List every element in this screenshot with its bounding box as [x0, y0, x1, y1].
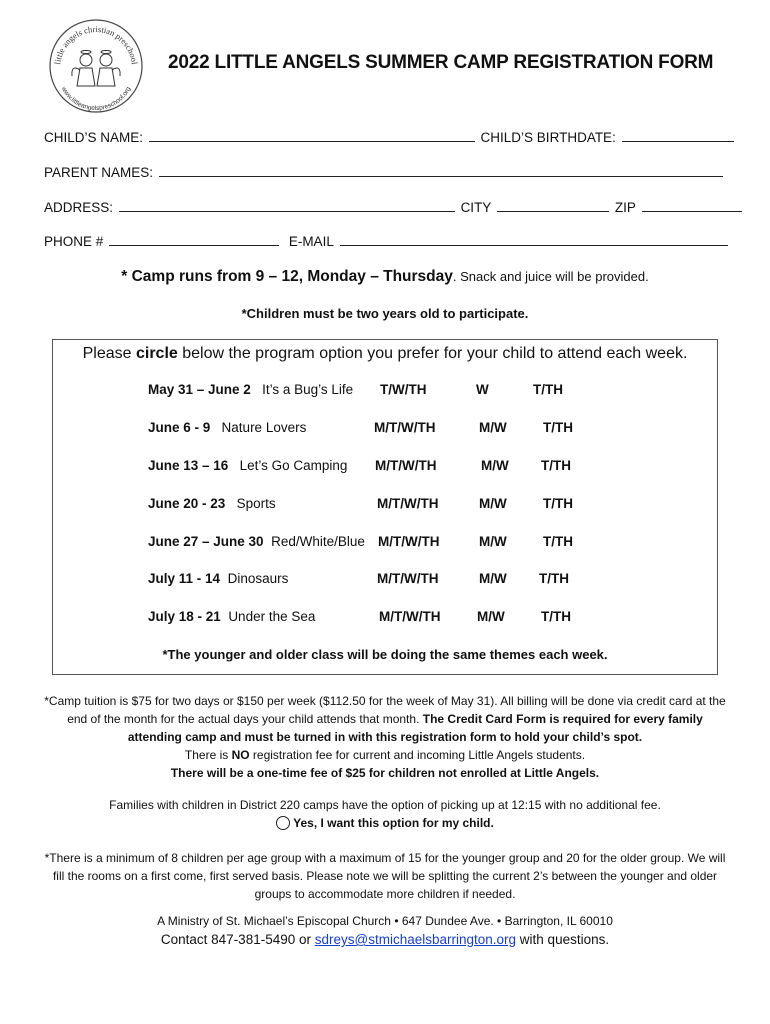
pickup-option-radio[interactable]: [276, 816, 290, 830]
logo-bottom-text: www.littleangelspreschool.org: [59, 85, 133, 113]
child-info-row: [44, 129, 736, 145]
week-option-3[interactable]: T/TH: [541, 458, 571, 473]
pickup-option-label: Yes, I want this option for my child.: [293, 816, 494, 830]
age-requirement: *Children must be two years old to participate.: [241, 306, 529, 321]
week-theme: Dinosaurs: [227, 571, 289, 586]
address-field[interactable]: [119, 199, 455, 212]
week-option-2[interactable]: M/W: [479, 496, 507, 511]
pickup-paragraph: [40, 796, 730, 832]
camp-runs-note: [0, 268, 770, 286]
child-birthdate-field[interactable]: [622, 129, 734, 142]
week-option-3[interactable]: T/TH: [543, 420, 573, 435]
week-option-1[interactable]: M/T/W/TH: [377, 571, 439, 586]
heading-bold: circle: [135, 345, 178, 362]
form-title: 2022 LITTLE ANGELS SUMMER CAMP REGISTRATION FORM: [168, 52, 714, 73]
week-option-2[interactable]: M/W: [477, 609, 505, 624]
week-row: [148, 534, 365, 549]
zip-field[interactable]: [642, 199, 742, 212]
week-dates: June 20 - 23: [148, 496, 226, 511]
minimum-paragraph: *There is a minimum of 8 children per age group with a maximum of 15 for the younger group and 20 for the older group. We will fill the rooms on a first come, first served basis. Please note we will be splitting the current 2’s between the younger and older groups to accommodate more children if needed.: [44, 851, 726, 901]
email-label: E-MAIL: [288, 234, 334, 249]
week-row: [148, 571, 288, 586]
week-option-1[interactable]: M/T/W/TH: [374, 420, 436, 435]
week-option-2[interactable]: M/W: [479, 420, 507, 435]
program-box-heading: [53, 345, 717, 363]
week-dates: May 31 – June 2: [148, 382, 251, 397]
camp-runs-rest: . Snack and juice will be provided.: [452, 269, 649, 284]
city-label: CITY: [460, 200, 492, 215]
week-dates: June 6 - 9: [148, 420, 211, 435]
week-row: [148, 382, 353, 397]
week-dates: July 11 - 14: [148, 571, 221, 586]
contact-pre: Contact 847-381-5490 or: [160, 932, 315, 947]
parent-names-row: [44, 164, 725, 180]
child-birthdate-label: CHILD’S BIRTHDATE:: [480, 130, 616, 145]
child-name-field[interactable]: [149, 129, 475, 142]
week-theme: Nature Lovers: [221, 420, 307, 435]
zip-label: ZIP: [614, 200, 636, 215]
parent-names-label: PARENT NAMES:: [44, 165, 154, 180]
fee-bold: NO: [231, 748, 250, 762]
week-option-2[interactable]: M/W: [481, 458, 509, 473]
heading-pre: Please: [82, 345, 136, 362]
preschool-logo: [46, 16, 146, 116]
week-option-3[interactable]: T/TH: [533, 382, 563, 397]
week-option-3[interactable]: T/TH: [543, 496, 573, 511]
week-option-1[interactable]: M/T/W/TH: [378, 534, 440, 549]
week-option-2[interactable]: M/W: [479, 571, 507, 586]
week-option-1[interactable]: M/T/W/TH: [377, 496, 439, 511]
week-row: [148, 420, 306, 435]
parent-names-field[interactable]: [159, 164, 723, 177]
contact-post: with questions.: [516, 932, 610, 947]
week-dates: June 13 – 16: [148, 458, 229, 473]
heading-post: below the program option you prefer for your child to attend each week.: [177, 345, 688, 362]
contact-email-link[interactable]: sdreys@stmichaelsbarrington.org: [314, 932, 517, 947]
camp-runs-bold: * Camp runs from 9 – 12, Monday – Thursday: [121, 268, 453, 285]
week-theme: Let’s Go Camping: [239, 458, 348, 473]
week-option-3[interactable]: T/TH: [539, 571, 569, 586]
week-theme: Red/White/Blue: [271, 534, 365, 549]
week-option-1[interactable]: M/T/W/TH: [379, 609, 441, 624]
week-option-2[interactable]: W: [476, 382, 489, 397]
week-row: [148, 458, 347, 473]
svg-text:little angels christian presch: [52, 24, 140, 66]
week-row: [148, 609, 315, 624]
address-row: [44, 199, 744, 215]
address-label: ADDRESS:: [44, 200, 114, 215]
email-field[interactable]: [340, 233, 728, 246]
contact-line: [0, 932, 770, 947]
ministry-line: A Ministry of St. Michael’s Episcopal Church • 647 Dundee Ave. • Barrington, IL 60010: [157, 914, 613, 928]
week-option-3[interactable]: T/TH: [543, 534, 573, 549]
week-dates: June 27 – June 30: [148, 534, 264, 549]
svg-text:www.littleangelspreschool.org: [59, 85, 132, 112]
phone-label: PHONE #: [44, 234, 104, 249]
program-options-box: [52, 339, 718, 675]
fee-pre: There is: [184, 748, 232, 762]
tuition-text: *Camp tuition is $75 for two days or $150 per week ($112.50 for the week of May 31). All billing will be done via credit card at the end of the month for the actual days your child attends that month.: [44, 694, 726, 726]
one-time-fee: There will be a one-time fee of $25 for children not enrolled at Little Angels.: [170, 766, 600, 780]
week-dates: July 18 - 21: [148, 609, 221, 624]
program-box-footer: *The younger and older class will be doing the same themes each week.: [162, 647, 608, 662]
week-option-2[interactable]: M/W: [479, 534, 507, 549]
city-field[interactable]: [497, 199, 609, 212]
tuition-paragraph: [40, 692, 730, 782]
pickup-text: Families with children in District 220 camps have the option of picking up at 12:15 with no additional fee.: [109, 798, 661, 812]
week-theme: Under the Sea: [228, 609, 316, 624]
phone-field[interactable]: [109, 233, 279, 246]
credit-card-requirement: The Credit Card Form is required for every family attending camp and must be turned in with this registration form to hold your child’s spot.: [127, 712, 703, 744]
week-option-1[interactable]: M/T/W/TH: [375, 458, 437, 473]
week-option-3[interactable]: T/TH: [541, 609, 571, 624]
fee-post: registration fee for current and incoming Little Angels students.: [249, 748, 586, 762]
logo-top-text: little angels christian preschool: [52, 23, 140, 65]
phone-email-row: [44, 233, 730, 249]
week-row: [148, 496, 276, 511]
week-option-1[interactable]: T/W/TH: [380, 382, 427, 397]
child-name-label: CHILD’S NAME:: [44, 130, 144, 145]
week-theme: It’s a Bug’s Life: [262, 382, 354, 397]
week-theme: Sports: [236, 496, 276, 511]
